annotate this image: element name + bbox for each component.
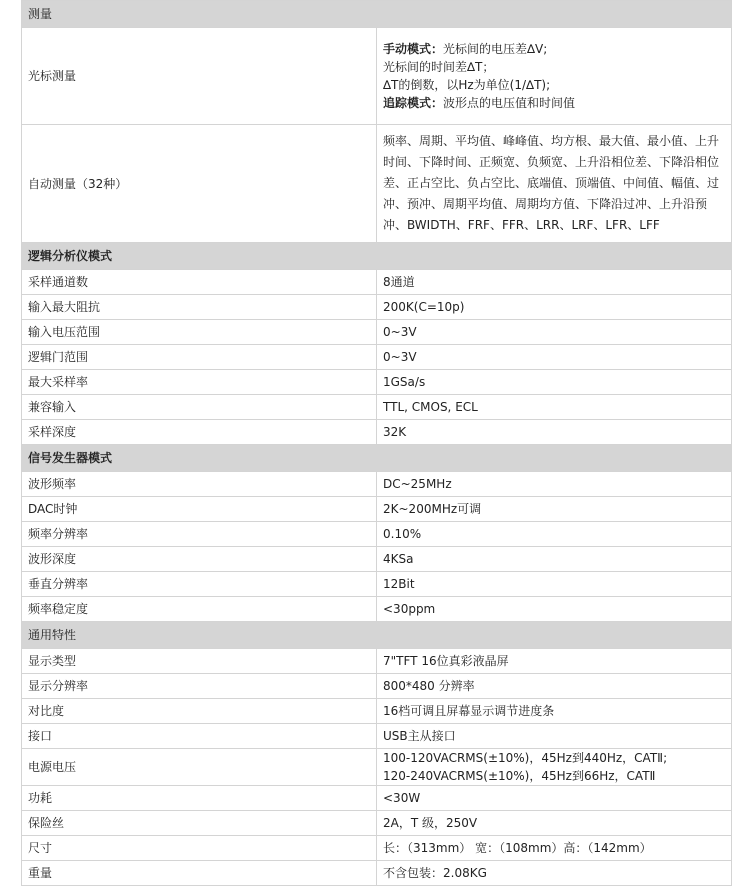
spec-value-line [383,373,725,391]
spec-label: 兼容输入 [22,395,377,420]
value-text: TTL, CMOS, ECL [383,400,478,414]
value-text: ∆T的倒数，以Hz为单位(1/∆T); [383,78,551,92]
spec-label: 采样通道数 [22,270,377,295]
spec-value-line [383,600,725,618]
spec-value-line [383,475,725,493]
value-text: 100-120VACRMS(±10%)，45Hz到440Hz，CATⅡ; [383,751,668,765]
table-row [22,320,732,345]
table-row [22,786,732,811]
section-title: 逻辑分析仪模式 [22,243,732,270]
spec-value [377,270,732,295]
spec-value-line [383,423,725,441]
value-text: 不含包装：2.08KG [383,866,487,880]
value-text: 长：（313mm） 宽：（108mm）高：（142mm） [383,841,652,855]
spec-value [377,320,732,345]
table-row [22,749,732,786]
spec-value-line [383,789,725,807]
section-header [22,1,732,28]
value-text: 频率、周期、平均值、峰峰值、均方根、最大值、最小值、上升时间、下降时间、正频宽、负频宽、上升沿相位差、下降沿相位差、正占空比、负占空比、底端值、顶端值、中间值、幅值、过冲、预冲、周期平均值、周期均方值、下降沿过冲、上升沿预冲、BWIDTH、FRF、FFR、LRR、LRF、LFR、LFF [383,134,720,232]
spec-value-line [383,323,725,341]
spec-table [21,0,732,886]
spec-value [377,597,732,622]
spec-value [377,497,732,522]
spec-value [377,836,732,861]
spec-label: 输入电压范围 [22,320,377,345]
section-header [22,622,732,649]
spec-value-line [383,652,725,670]
value-text: 120-240VACRMS(±10%)，45Hz到66Hz，CATⅡ [383,769,656,783]
table-row [22,572,732,597]
spec-value-line [383,131,725,236]
value-text: 0.10% [383,527,422,541]
section-header [22,445,732,472]
spec-label: 显示类型 [22,649,377,674]
value-text: 0~3V [383,350,417,364]
spec-label: 尺寸 [22,836,377,861]
spec-value-line [383,814,725,832]
spec-value-line [383,767,725,785]
value-text: DC~25MHz [383,477,452,491]
spec-value [377,28,732,125]
spec-value [377,125,732,243]
spec-label: DAC时钟 [22,497,377,522]
spec-value [377,572,732,597]
section-title: 信号发生器模式 [22,445,732,472]
spec-value-line [383,727,725,745]
spec-label: 自动测量（32种） [22,125,377,243]
spec-value [377,345,732,370]
spec-label: 对比度 [22,699,377,724]
table-row [22,370,732,395]
spec-label: 功耗 [22,786,377,811]
spec-value-line [383,40,725,58]
table-row [22,724,732,749]
table-row [22,811,732,836]
spec-value [377,699,732,724]
table-row [22,472,732,497]
section-header [22,243,732,270]
spec-value [377,811,732,836]
table-row [22,295,732,320]
table-row [22,28,732,125]
spec-label: 电源电压 [22,749,377,786]
table-row [22,395,732,420]
mode-label: 手动模式： [383,42,444,56]
spec-value [377,861,732,886]
table-row [22,597,732,622]
spec-value [377,420,732,445]
section-title: 测量 [22,1,732,28]
spec-label: 显示分辨率 [22,674,377,699]
spec-value [377,547,732,572]
spec-label: 保险丝 [22,811,377,836]
value-text: 光标间的时间差∆T； [383,60,495,74]
table-row [22,836,732,861]
spec-label: 接口 [22,724,377,749]
spec-value-line [383,575,725,593]
spec-value [377,674,732,699]
spec-value-line [383,298,725,316]
table-row [22,270,732,295]
spec-value-line [383,702,725,720]
spec-value [377,749,732,786]
spec-label: 频率稳定度 [22,597,377,622]
value-text: 32K [383,425,407,439]
spec-value [377,370,732,395]
spec-label: 垂直分辨率 [22,572,377,597]
spec-label: 逻辑门范围 [22,345,377,370]
value-text: 16档可调且屏幕显示调节进度条 [383,704,555,718]
table-row [22,547,732,572]
value-text: 光标间的电压差∆V; [443,42,548,56]
value-text: 800*480 分辨率 [383,679,475,693]
table-row [22,125,732,243]
spec-value [377,649,732,674]
spec-value-line [383,550,725,568]
value-text: 2K~200MHz可调 [383,502,482,516]
spec-label: 频率分辨率 [22,522,377,547]
spec-value [377,724,732,749]
spec-label: 波形深度 [22,547,377,572]
spec-value-line [383,677,725,695]
table-row [22,649,732,674]
spec-value [377,395,732,420]
value-text: 200K(C=10p) [383,300,465,314]
value-text: 8通道 [383,275,415,289]
value-text: 4KSa [383,552,414,566]
spec-value-line [383,94,725,112]
value-text: 2A，T 级，250V [383,816,478,830]
spec-label: 输入最大阻抗 [22,295,377,320]
spec-label: 光标测量 [22,28,377,125]
value-text: USB主从接口 [383,729,456,743]
value-text: 0~3V [383,325,417,339]
table-row [22,861,732,886]
spec-value-line [383,525,725,543]
value-text: <30W [383,791,421,805]
spec-value [377,786,732,811]
value-text: <30ppm [383,602,436,616]
spec-label: 波形频率 [22,472,377,497]
mode-label: 追踪模式： [383,96,444,110]
table-row [22,674,732,699]
spec-label: 采样深度 [22,420,377,445]
value-text: 7"TFT 16位真彩液晶屏 [383,654,509,668]
table-row [22,420,732,445]
spec-value-line [383,273,725,291]
table-row [22,345,732,370]
spec-value [377,295,732,320]
spec-value-line [383,58,725,76]
section-title: 通用特性 [22,622,732,649]
spec-value-line [383,864,725,882]
table-row [22,699,732,724]
spec-value-line [383,500,725,518]
spec-label: 重量 [22,861,377,886]
table-row [22,497,732,522]
value-text: 波形点的电压值和时间值 [443,96,576,110]
value-text: 1GSa/s [383,375,426,389]
spec-label: 最大采样率 [22,370,377,395]
spec-value [377,522,732,547]
value-text: 12Bit [383,577,415,591]
spec-value-line [383,348,725,366]
spec-value [377,472,732,497]
spec-value-line [383,398,725,416]
spec-value-line [383,76,725,94]
table-row [22,522,732,547]
spec-value-line [383,749,725,767]
